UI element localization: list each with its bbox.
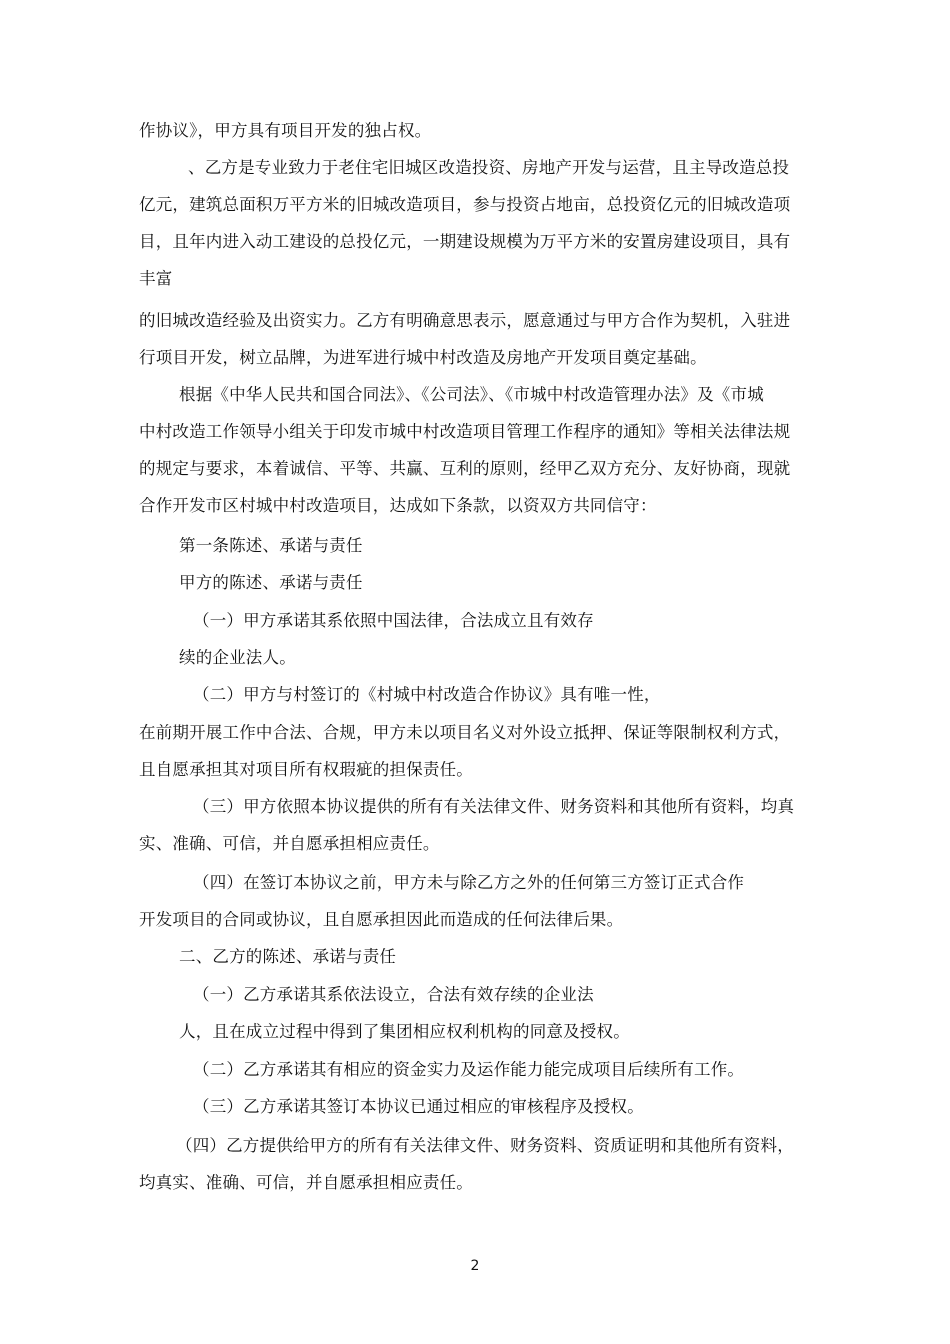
text-line: （四）乙方提供给甲方的所有有关法律文件、财务资料、资质证明和其他所有资料， — [176, 1136, 794, 1155]
section-heading: 第一条陈述、承诺与责任 — [179, 536, 363, 555]
text-line: （三）乙方承诺其签订本协议已通过相应的审核程序及授权。 — [193, 1097, 644, 1116]
text-line: 、乙方是专业致力于老住宅旧城区改造投资、房地产开发与运营，且主导改造总投 — [188, 158, 790, 177]
text-line: 行项目开发，树立品牌，为进军进行城中村改造及房地产开发项目奠定基础。 — [139, 348, 707, 367]
text-line: （一）甲方承诺其系依照中国法律，合法成立且有效存 — [193, 611, 594, 630]
text-line: 目，且年内进入动工建设的总投亿元，一期建设规模为万平方米的安置房建设项目，具有 — [139, 232, 791, 251]
text-line: 合作开发市区村城中村改造项目，达成如下条款，以资双方共同信守： — [139, 496, 657, 515]
text-line: （二）乙方承诺其有相应的资金实力及运作能力能完成项目后续所有工作。 — [193, 1060, 745, 1079]
text-line: （二）甲方与村签订的《村城中村改造合作协议》具有唯一性， — [193, 685, 661, 704]
text-line: 实、准确、可信，并自愿承担相应责任。 — [139, 834, 440, 853]
text-line: （四）在签订本协议之前，甲方未与除乙方之外的任何第三方签订正式合作 — [193, 873, 745, 892]
text-line: 亿元，建筑总面积万平方米的旧城改造项目，参与投资占地亩，总投资亿元的旧城改造项 — [139, 195, 791, 214]
text-line: 中村改造工作领导小组关于印发市城中村改造项目管理工作程序的通知》等相关法律法规 — [139, 422, 791, 441]
text-line: 的规定与要求，本着诚信、平等、共赢、互利的原则，经甲乙双方充分、友好协商，现就 — [139, 459, 791, 478]
section-heading: 二、乙方的陈述、承诺与责任 — [179, 947, 397, 966]
page-number: 2 — [470, 1258, 480, 1274]
text-line: 在前期开展工作中合法、合规，甲方未以项目名义对外设立抵押、保证等限制权利方式， — [139, 723, 791, 742]
text-line: 的旧城改造经验及出资实力。乙方有明确意思表示，愿意通过与甲方合作为契机，入驻进 — [139, 311, 791, 330]
text-line: （一）乙方承诺其系依法设立，合法有效存续的企业法 — [193, 985, 594, 1004]
text-line: 丰富 — [139, 269, 173, 288]
text-line: 根据《中华人民共和国合同法》、《公司法》、《市城中村改造管理办法》及《市城 — [179, 385, 764, 404]
text-line: 且自愿承担其对项目所有权瑕疵的担保责任。 — [139, 760, 473, 779]
section-heading: 甲方的陈述、承诺与责任 — [179, 573, 363, 592]
text-line: 开发项目的合同或协议，且自愿承担因此而造成的任何法律后果。 — [139, 910, 624, 929]
text-line: 均真实、准确、可信，并自愿承担相应责任。 — [139, 1173, 473, 1192]
text-line: 人，且在成立过程中得到了集团相应权利机构的同意及授权。 — [179, 1022, 630, 1041]
text-line: 续的企业法人。 — [179, 648, 296, 667]
text-line: 作协议》，甲方具有项目开发的独占权。 — [139, 121, 432, 140]
text-line: （三）甲方依照本协议提供的所有有关法律文件、财务资料和其他所有资料，均真 — [193, 797, 795, 816]
